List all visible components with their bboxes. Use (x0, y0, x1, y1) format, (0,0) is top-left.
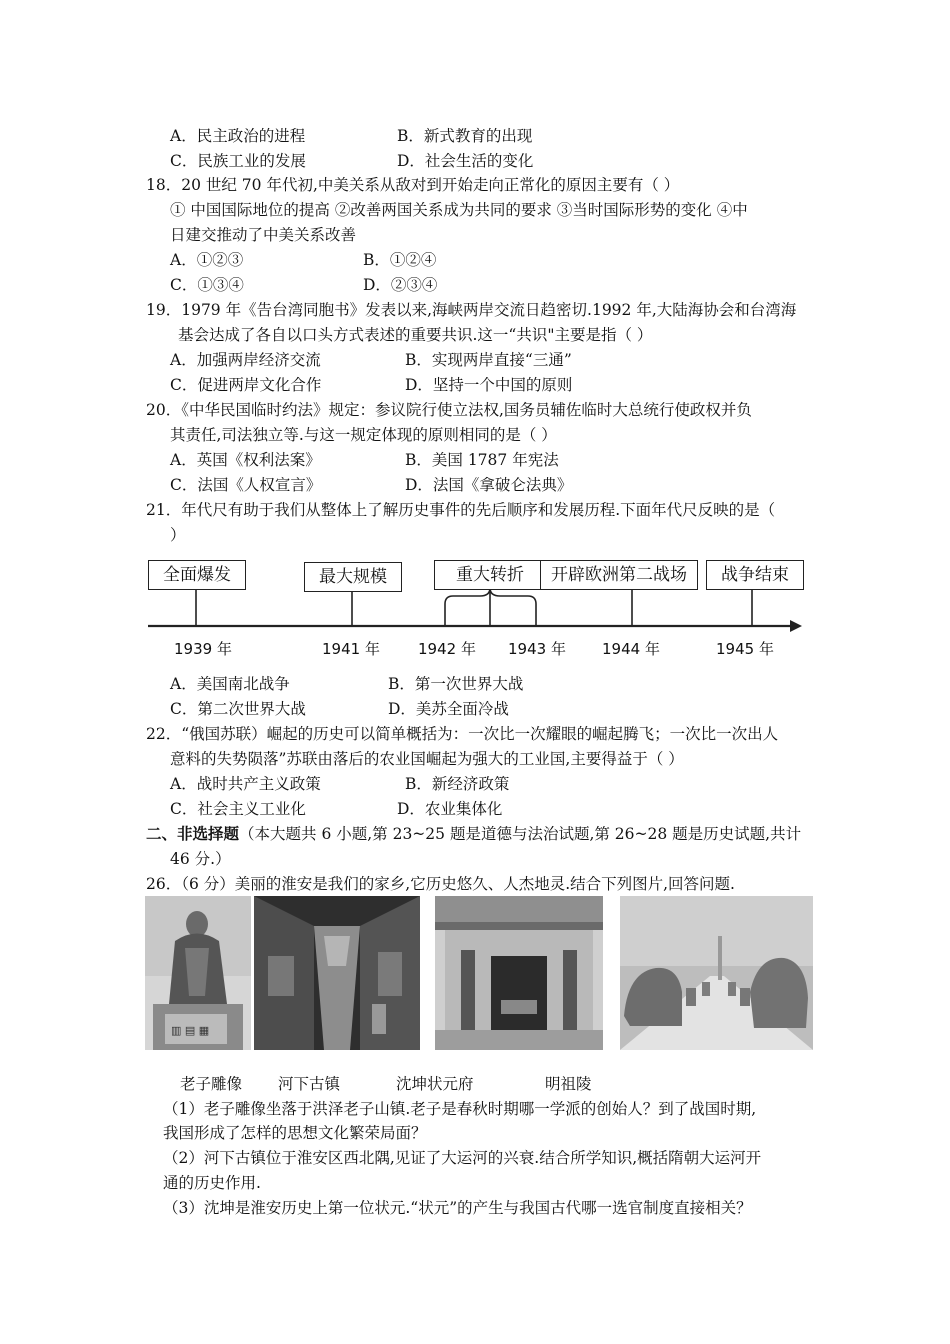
q17-option-b: B．新式教育的出现 (397, 127, 533, 145)
q19-option-a: A．加强两岸经济交流 (170, 351, 321, 369)
timeline-diagram (140, 552, 810, 667)
q18-statements-cont: 日建交推动了中美关系改善 (170, 226, 357, 244)
q17-option-c: C．民族工业的发展 (170, 152, 306, 170)
q18-statements: ① 中国国际地位的提高 ②改善两国关系成为共同的要求 ③当时国际形势的变化 ④中 (170, 201, 748, 219)
q20-option-b: B．美国 1787 年宪法 (405, 451, 559, 469)
q21-stem-cont: ） (170, 526, 186, 544)
hexia-town-icon (254, 896, 420, 1050)
ming-tomb-photo (620, 896, 813, 1050)
q26-stem: 26．（6 分）美丽的淮安是我们的家乡,它历史悠久、人杰地灵.结合下列图片,回答问题. (146, 875, 735, 893)
q26-part3: （3）沈坤是淮安历史上第一位状元.“状元”的产生与我国古代哪一选官制度直接相关？ (163, 1199, 752, 1217)
timeline-year-1943: 1943 年 (508, 640, 566, 658)
q20-option-a: A．英国《权利法案》 (170, 451, 321, 469)
timeline-box-turning-point: 重大转折 (434, 560, 546, 590)
caption-hexia: 河下古镇 (278, 1075, 341, 1093)
q17-option-d: D．社会生活的变化 (397, 152, 534, 170)
q22-option-a: A．战时共产主义政策 (170, 775, 321, 793)
section2-heading: 二、非选择题 (146, 824, 240, 843)
shenkun-mansion-icon (435, 896, 603, 1050)
q26-part2: （2）河下古镇位于淮安区西北隅,见证了大运河的兴衰.结合所学知识,概括隋朝大运河开 (163, 1149, 762, 1167)
q19-stem: 19．1979 年《告台湾同胞书》发表以来,海峡两岸交流日趋密切.1992 年,大陆海协会和台湾海 (146, 301, 797, 319)
timeline-year-1939: 1939 年 (174, 640, 232, 658)
laozi-statue-photo (145, 896, 251, 1050)
q18-option-c: C．①③④ (170, 276, 244, 294)
svg-text:▥ ▤ ▦: ▥ ▤ ▦ (171, 1024, 210, 1037)
q21-option-c: C．第二次世界大战 (170, 700, 306, 718)
section2-note: （本大题共 6 小题,第 23~25 题是道德与法治试题,第 26~28 题是历史试题,共计 (239, 825, 802, 843)
section2-note-cont: 46 分.） (170, 850, 231, 868)
q18-option-a: A．①②③ (170, 251, 244, 269)
timeline-year-1941: 1941 年 (322, 640, 380, 658)
q21-option-d: D．美苏全面冷战 (388, 700, 509, 718)
timeline-box-largest-scale: 最大规模 (304, 562, 402, 592)
q19-option-c: C．促进两岸文化合作 (170, 376, 322, 394)
timeline-year-1942: 1942 年 (418, 640, 476, 658)
q19-stem-cont: 基会达成了各自以口头方式表述的重要共识.这一“共识"主要是指（ ） (178, 326, 653, 344)
shenkun-mansion-photo (435, 896, 603, 1050)
q19-option-d: D．坚持一个中国的原则 (405, 376, 573, 394)
q18-stem: 18．20 世纪 70 年代初,中美关系从敌对到开始走向正常化的原因主要有（ ） (146, 176, 680, 194)
q18-option-d: D．②③④ (363, 276, 438, 294)
timeline-year-1944: 1944 年 (602, 640, 660, 658)
q20-option-c: C．法国《人权宣言》 (170, 476, 322, 494)
q21-stem: 21．年代尺有助于我们从整体上了解历史事件的先后顺序和发展历程.下面年代尺反映的是（ (146, 501, 776, 519)
q21-option-a: A．美国南北战争 (170, 675, 290, 693)
q26-part1-cont: 我国形成了怎样的思想文化繁荣局面？ (163, 1124, 427, 1142)
q26-part1: （1）老子雕像坐落于洪泽老子山镇.老子是春秋时期哪一学派的创始人？到了战国时期, (163, 1100, 757, 1118)
timeline-box-war-end: 战争结束 (706, 560, 804, 590)
q20-stem: 20．《中华民国临时约法》规定：参议院行使立法权,国务员辅佐临时大总统行使政权并负 (146, 401, 752, 419)
hexia-town-photo (254, 896, 420, 1050)
ming-tomb-icon (620, 896, 813, 1050)
q20-stem-cont: 其责任,司法独立等.与这一规定体现的原则相同的是（ ） (170, 426, 557, 444)
q22-stem: 22．“俄国苏联）崛起的历史可以简单概括为：一次比一次耀眼的崛起腾飞；一次比一次出人 (146, 725, 779, 743)
laozi-statue-icon (145, 896, 251, 1050)
q22-option-c: C．社会主义工业化 (170, 800, 306, 818)
caption-shenkun: 沈坤状元府 (396, 1075, 474, 1093)
q20-option-d: D．法国《拿破仑法典》 (405, 476, 573, 494)
q18-option-b: B．①②④ (363, 251, 437, 269)
caption-laozi: 老子雕像 (180, 1075, 243, 1093)
q21-option-b: B．第一次世界大战 (388, 675, 524, 693)
q22-stem-cont: 意料的失势陨落”苏联由落后的农业国崛起为强大的工业国,主要得益于（ ） (170, 750, 684, 768)
q22-option-b: B．新经济政策 (405, 775, 510, 793)
timeline-box-outbreak: 全面爆发 (148, 560, 246, 590)
timeline-arrow-icon (790, 620, 802, 632)
q17-option-a: A．民主政治的进程 (170, 127, 306, 145)
caption-ming-tomb: 明祖陵 (545, 1075, 592, 1093)
timeline-year-1945: 1945 年 (716, 640, 774, 658)
section2-header (146, 823, 801, 845)
q26-part2-cont: 通的历史作用. (163, 1174, 261, 1192)
q19-option-b: B．实现两岸直接“三通” (405, 351, 572, 369)
timeline-box-second-front: 开辟欧洲第二战场 (540, 560, 698, 590)
q22-option-d: D．农业集体化 (397, 800, 503, 818)
